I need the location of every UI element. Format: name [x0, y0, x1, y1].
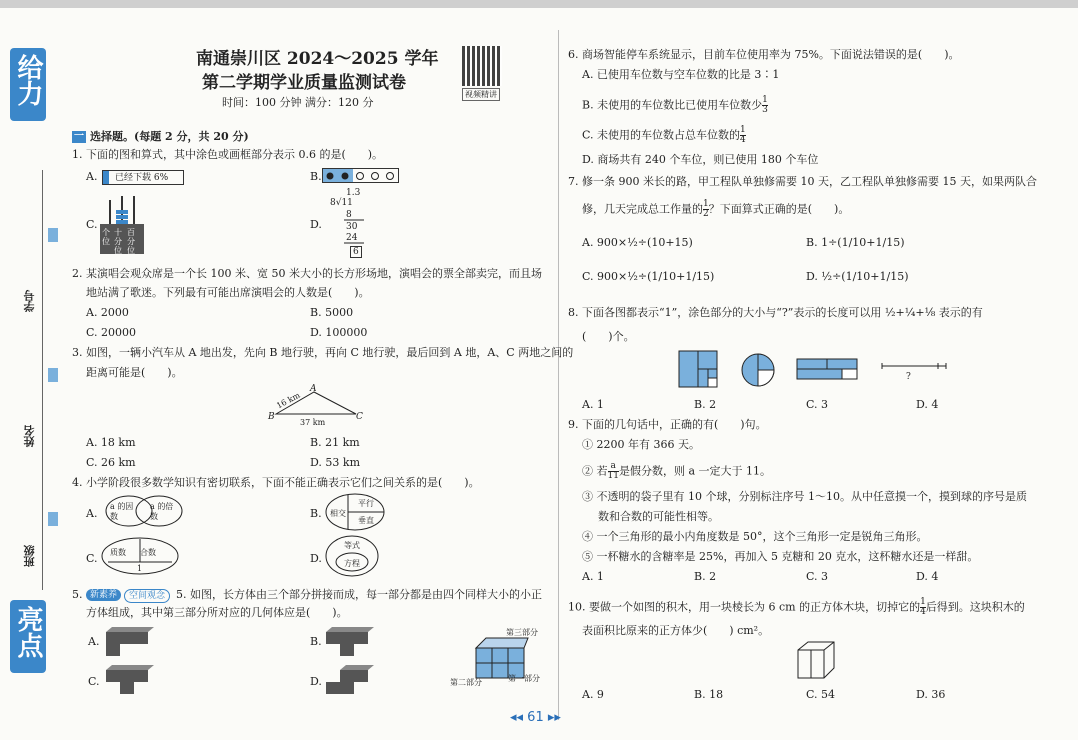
q1-stem: 1. 下面的图和算式，其中涂色或画框部分表示 0.6 的是( )。 — [72, 148, 384, 161]
q8-fig-line — [880, 362, 948, 376]
q5-option-c: C. — [88, 675, 100, 688]
q1-option-b: B. — [310, 170, 322, 183]
q8-fig-circle — [740, 352, 776, 388]
tab-bottom — [10, 600, 46, 673]
q3-label-c: C — [356, 412, 363, 422]
q4-option-c: C. — [86, 552, 98, 565]
binding-line — [42, 170, 43, 590]
q1-abacus-label-2: 十分位 — [114, 228, 122, 255]
q1-option-a: A. — [86, 170, 98, 183]
page-number: ◂◂ 61 ▸▸ — [510, 710, 561, 725]
q1-div-3: 8 — [346, 210, 352, 220]
q1-div-5: 24 — [346, 233, 358, 243]
q4-c-mid: 合数 — [140, 548, 156, 557]
section-text: 选择题。(每题 2 分，共 20 分) — [90, 130, 249, 143]
q10-option-d: D. 36 — [916, 688, 946, 701]
q8-stem-1: 8. 下面各图都表示“1”，涂色部分的大小与“?”表示的长度可以用 ½+¼+⅛ 表示的有 — [568, 306, 983, 319]
q7-option-b: B. 1÷(1/10+1/15) — [806, 236, 905, 249]
q4-b-top: 平行 — [358, 499, 374, 508]
q6-b-num: 1 — [762, 95, 768, 105]
q5-number: 5. — [72, 588, 83, 601]
q1-download-bar — [102, 170, 184, 185]
q6-option-c-text: C. 未使用的车位数占总车位数的 — [582, 128, 741, 142]
q8-option-a: A. 1 — [582, 398, 604, 411]
q5-option-b: B. — [310, 635, 322, 648]
q7-stem-2a: 修，几天完成总工作量的 — [582, 202, 703, 216]
q7-option-c: C. 900×½÷(1/10+1/15) — [582, 270, 715, 283]
label-class: 班级 — [23, 545, 36, 567]
q3-option-a: A. 18 km — [86, 436, 136, 449]
q9-frac-den: 11 — [607, 471, 619, 481]
q9-s2b: 是假分数，则 a 一定大于 11。 — [618, 464, 771, 478]
q9-s5: ⑤ 一杯糖水的含糖率是 25%，再加入 5 克糖和 20 克水，这杯糖水还是一样甜。 — [582, 550, 979, 563]
q5-option-d: D. — [310, 675, 322, 688]
q3-stem-1: 3. 如图，一辆小汽车从 A 地出发，先向 B 地行驶，再向 C 地行驶，最后回到 A 地，A、C 两地之间的 — [72, 346, 574, 359]
q9-option-a: A. 1 — [582, 570, 604, 583]
q5-stem-2: 方体组成，其中第三部分所对应的几何体应是( )。 — [86, 606, 348, 619]
q5-option-a: A. — [88, 635, 100, 648]
q10-option-a: A. 9 — [582, 688, 604, 701]
q3-option-c: C. 26 km — [86, 456, 136, 469]
tab-bottom-label: 亮点 — [13, 606, 43, 658]
q4-option-d: D. — [310, 552, 322, 565]
q1-abacus-label-3: 百分位 — [127, 228, 135, 255]
q1-b-figure — [322, 168, 400, 184]
q6-option-d: D. 商场共有 240 个车位，则已使用 180 个车位 — [582, 153, 819, 166]
q6-option-c — [582, 126, 746, 145]
q1-div-2: 8√11 — [330, 198, 353, 208]
q1-division-lines — [336, 208, 376, 248]
q9-s3a: ③ 不透明的袋子里有 10 个球，分别标注序号 1～10。从中任意摸一个，摸到球的序号是质 — [582, 490, 1027, 503]
q1-div-1: 1.3 — [346, 188, 361, 198]
q6-b-den: 3 — [762, 105, 768, 115]
q1-abacus-label-1: 个位 — [102, 228, 110, 246]
q3-label-ab: 16 km — [275, 390, 302, 411]
q10-stem-2: 表面积比原来的正方体少( ) cm²。 — [582, 624, 770, 637]
q4-stem: 4. 小学阶段很多数学知识有密切联系，下面不能正确表示它们之间关系的是( )。 — [72, 476, 480, 489]
qr-code-icon[interactable] — [462, 46, 502, 86]
q10-stem-1a: 10. 要做一个如图的积木，用一块棱长为 6 cm 的正方体木块，切掉它的 — [568, 600, 921, 614]
q7-stem-2 — [582, 200, 849, 219]
q10-option-c: C. 54 — [806, 688, 836, 701]
q10-stem-1 — [568, 598, 1025, 617]
q10-fraction: $\frac{1}{4}$ — [920, 597, 926, 617]
label-name: 姓名 — [23, 425, 36, 447]
q4-a-left: a 的因数 — [110, 502, 134, 521]
q9-s4: ④ 一个三角形的最小内角度数是 50°，这个三角形一定是锐角三角形。 — [582, 530, 928, 543]
q4-d-outer: 等式 — [344, 541, 360, 550]
q9-s3b: 数和合数的可能性相等。 — [598, 510, 719, 523]
q2-option-c: C. 20000 — [86, 326, 137, 339]
exam-title-1: 南通崇川区 2024～2025 学年 — [196, 49, 439, 69]
q7-stem-2b: ？下面算式正确的是( )。 — [708, 202, 850, 216]
q6-c-den: 4 — [740, 135, 746, 145]
q8-option-b: B. 2 — [694, 398, 717, 411]
q8-qmark: ? — [906, 372, 911, 382]
q10-block-figure — [794, 638, 838, 682]
q4-b-left: 相交 — [330, 509, 346, 518]
q3-stem-2: 距离可能是( )。 — [86, 366, 183, 379]
q6-option-b-text: B. 未使用的车位数比已使用车位数少 — [582, 98, 763, 112]
tab-top — [10, 48, 46, 121]
q10-stem-1b: 后得到。这块积木的 — [925, 600, 1025, 614]
section-heading — [72, 128, 249, 144]
q7-fraction: $\frac{1}{2}$ — [703, 199, 709, 219]
q10-option-b: B. 18 — [694, 688, 724, 701]
q5-tag-new: 新素养 — [86, 589, 121, 601]
q5-d-blocks — [324, 664, 374, 696]
q9-option-c: C. 3 — [806, 570, 829, 583]
q5-a-blocks — [104, 626, 154, 658]
q9-s1: ① 2200 年有 366 天。 — [582, 438, 700, 451]
q4-option-b: B. — [310, 507, 322, 520]
q9-option-b: B. 2 — [694, 570, 717, 583]
exam-title-2: 第二学期学业质量监测试卷 — [202, 73, 406, 93]
label-student-id: 学号 — [23, 290, 36, 312]
q4-d-inner: 方程 — [344, 559, 360, 568]
q1-option-c: C. — [86, 218, 98, 231]
q8-option-c: C. 3 — [806, 398, 829, 411]
q5-b-blocks — [324, 626, 374, 658]
top-bar — [0, 0, 1078, 8]
q5-tag-space: 空间观念 — [124, 589, 170, 603]
seal-mark-2 — [48, 368, 58, 382]
section-number: 一 — [74, 131, 84, 142]
q3-option-d: D. 53 km — [310, 456, 361, 469]
q9-option-d: D. 4 — [916, 570, 939, 583]
q1-div-6: 6 — [350, 246, 362, 258]
q4-b-bottom: 垂直 — [358, 516, 374, 525]
q8-fig-square — [678, 350, 720, 390]
exam-meta: 时间：100 分钟 满分：120 分 — [222, 96, 374, 109]
q6-b-fraction — [762, 96, 768, 115]
seal-mark-1 — [48, 228, 58, 242]
q8-stem-2: ( )个。 — [582, 330, 635, 343]
q4-c-bottom: 1 — [137, 564, 143, 573]
q6-option-a: A. 已使用车位数与空车位数的比是 3∶1 — [582, 68, 780, 81]
tab-top-label: 给力 — [13, 54, 43, 106]
q3-label-b: B — [268, 412, 275, 422]
q9-s2 — [582, 462, 771, 481]
q5-part2: 第二部分 — [450, 678, 482, 687]
q6-c-num: 1 — [740, 125, 746, 135]
q4-option-a: A. — [86, 507, 98, 520]
q4-a-right: a 的倍数 — [150, 502, 174, 521]
q5-part3: 第三部分 — [506, 628, 538, 637]
q7-stem-1: 7. 修一条 900 米长的路，甲工程队单独修需要 10 天，乙工程队单独修需要 15 天，如果两队合 — [568, 175, 1037, 188]
q9-stem: 9. 下面的几句话中，正确的有( )句。 — [568, 418, 767, 431]
q6-stem: 6. 商场智能停车系统显示，目前车位使用率为 75%。下面说法错误的是( )。 — [568, 48, 960, 61]
q5-stem-1: 5. 如图，长方体由三个部分拼接而成，每一部分都是由四个同样大小的小正 — [176, 588, 542, 601]
q3-option-b: B. 21 km — [310, 436, 360, 449]
q6-c-fraction — [740, 126, 746, 145]
q9-frac-num: a — [608, 462, 619, 472]
q9-s2a: ② 若 — [582, 464, 608, 478]
q2-option-b: B. 5000 — [310, 306, 354, 319]
q7-option-d: D. ½÷(1/10+1/15) — [806, 270, 909, 283]
q5-c-blocks — [104, 664, 154, 696]
q8-fig-rect — [796, 358, 860, 382]
q2-option-d: D. 100000 — [310, 326, 368, 339]
qr-caption: 视频精讲 — [462, 88, 500, 101]
q2-stem-1: 2. 某演唱会观众席是一个长 100 米、宽 50 米大小的长方形场地，演唱会的票全部卖完，而且场 — [72, 267, 542, 280]
q7-option-a: A. 900×½÷(10+15) — [582, 236, 693, 249]
q1-div-4: 30 — [346, 222, 358, 232]
q2-stem-2: 地站满了歌迷。下列最有可能出席演唱会的人数是( )。 — [86, 286, 370, 299]
seal-mark-3 — [48, 512, 58, 526]
column-divider — [558, 30, 559, 720]
q6-option-b — [582, 96, 768, 115]
q5-part1: 第一部分 — [508, 674, 540, 683]
q3-label-bc: 37 km — [300, 418, 326, 427]
q3-label-a: A — [310, 384, 317, 394]
q4-c-left: 质数 — [110, 548, 126, 557]
q2-option-a: A. 2000 — [86, 306, 129, 319]
q8-option-d: D. 4 — [916, 398, 939, 411]
q9-fraction — [608, 462, 619, 481]
q1-download-text: 已经下载 6% — [115, 173, 169, 183]
q1-download-fill — [103, 171, 109, 184]
q1-option-d: D. — [310, 218, 322, 231]
